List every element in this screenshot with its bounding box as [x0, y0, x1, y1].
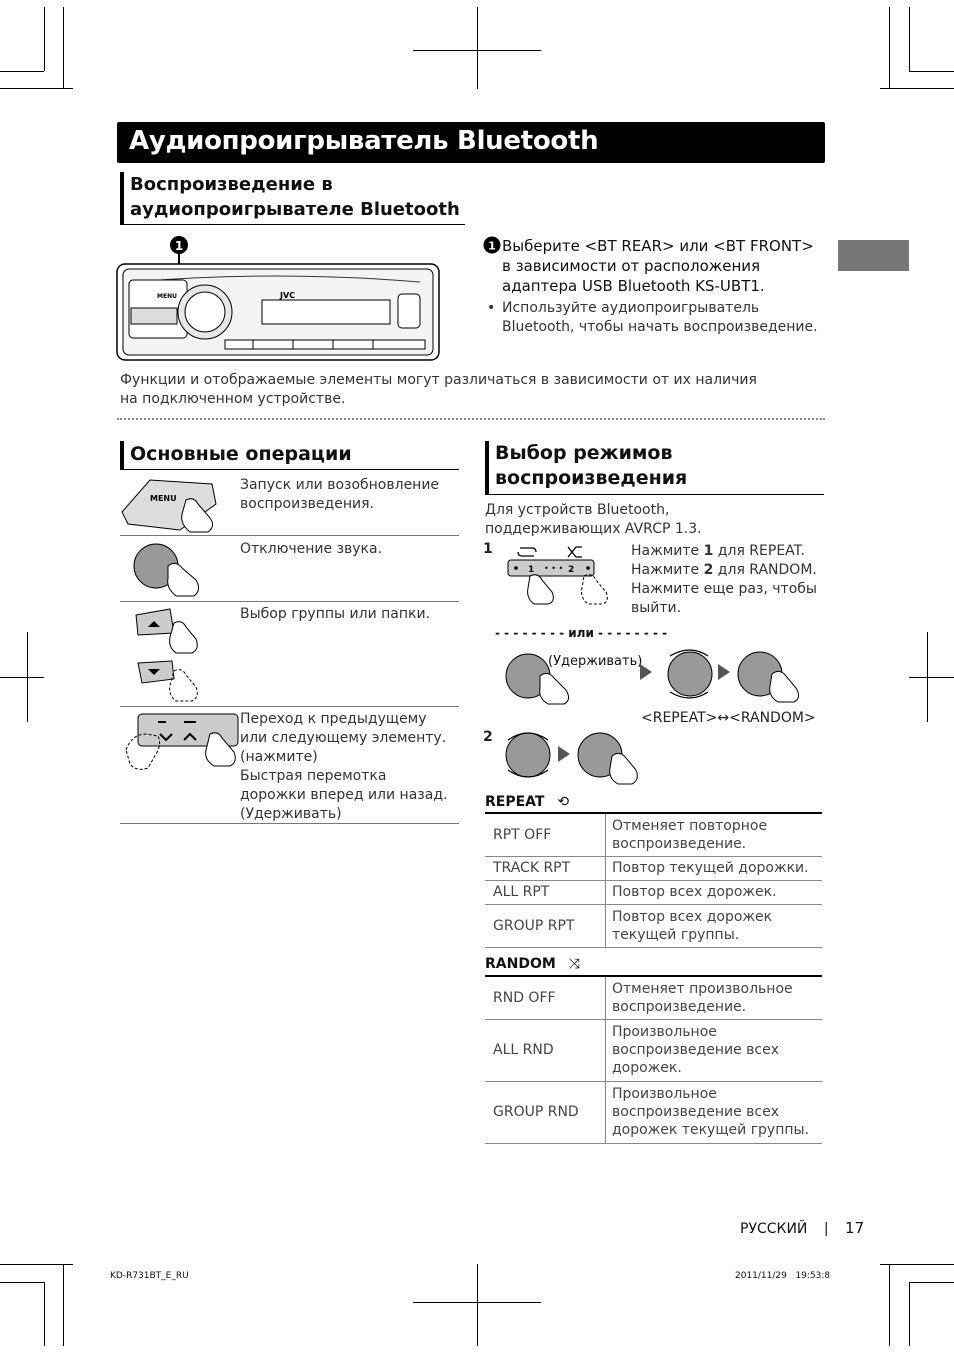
repeat-icon: ⟲	[557, 794, 570, 810]
crop-mark	[477, 7, 478, 89]
random-table	[485, 975, 822, 1144]
step2-label: 2	[483, 729, 493, 745]
table-row: RPT OFF Отменяет повторное воспроизведение.	[485, 813, 822, 856]
car-stereo-illustration	[115, 232, 445, 364]
row-divider	[120, 823, 459, 824]
cycle-label: <REPEAT>↔<RANDOM>	[641, 710, 816, 726]
crop-mark	[909, 7, 910, 71]
crop-mark	[477, 1264, 478, 1346]
table-row: ALL RND Произвольное воспроизведение всех дорожек.	[485, 1019, 822, 1081]
step1-bullet: • Используйте аудиопроигрыватель Bluetooth, чтобы начать воспроизведение.	[487, 300, 818, 335]
svg-text:1: 1	[528, 565, 535, 575]
mute-knob-illustration	[130, 540, 230, 600]
crop-mark	[889, 1264, 890, 1346]
callout-number: 1	[174, 239, 184, 253]
svg-text:2: 2	[568, 565, 575, 575]
repeat-table	[485, 812, 822, 948]
table-row: ALL RPT Повтор всех дорожек.	[485, 880, 822, 904]
playback-note: Функции и отображаемые элементы могут различаться в зависимости от их наличия на подключенном устройстве.	[120, 372, 757, 407]
step1-instructions: Нажмите 1 для REPEAT. Нажмите 2 для RANDOM. Нажмите еще раз, чтобы выйти.	[631, 543, 817, 616]
footer-language: РУССКИЙ	[740, 1221, 808, 1237]
page-title-bar	[117, 122, 825, 163]
svg-text:• • •: • • •	[544, 564, 564, 573]
crop-mark	[909, 71, 954, 72]
crop-mark	[0, 71, 44, 72]
page-title: Аудиопроигрыватель Bluetooth	[129, 126, 599, 156]
section-heading-basic: Основные операции	[120, 441, 459, 470]
table-row: TRACK RPT Повтор текущей дорожки.	[485, 856, 822, 880]
section-divider	[117, 418, 825, 420]
hold-knob-sequence	[500, 648, 810, 708]
repeat-random-buttons-illustration	[506, 540, 616, 606]
page-footer	[740, 1219, 864, 1237]
basic-row-text: Переход к предыдущему или следующему элементу. (нажмите) Быстрая перемотка дорожки вперед или назад. (Удерживать)	[240, 711, 448, 822]
crop-mark	[44, 7, 45, 71]
crop-mark	[63, 1264, 64, 1346]
doc-timestamp: 2011/11/29 19:53:8	[735, 1271, 831, 1281]
row-divider	[120, 601, 459, 602]
svg-text:1: 1	[488, 239, 496, 253]
section-heading-playback: Воспроизведение в аудиопроигрывателе Bluetooth	[120, 172, 465, 225]
section-heading-modes: Выбор режимов воспроизведения	[485, 441, 824, 495]
crop-mark	[909, 677, 954, 678]
footer-separator: |	[823, 1221, 829, 1237]
svg-text:MENU: MENU	[150, 494, 177, 503]
random-heading: RANDOM ⤨	[485, 956, 580, 972]
crop-mark	[0, 677, 44, 678]
folder-buttons-illustration	[130, 605, 220, 705]
shuffle-icon	[568, 547, 582, 557]
or-separator: - - - - - - - - или - - - - - - - -	[495, 626, 668, 640]
repeat-heading: REPEAT ⟲	[485, 794, 570, 810]
step-number-icon	[483, 236, 501, 254]
crop-mark	[44, 1282, 45, 1346]
svg-text:MENU: MENU	[157, 293, 177, 300]
table-row: RND OFF Отменяет произвольное воспроизведение.	[485, 976, 822, 1019]
crop-mark	[880, 1264, 954, 1265]
step1-text: Выберите <BT REAR> или <BT FRONT> в зависимости от расположения адаптера USB Bluetooth KS-UBT1.	[502, 237, 814, 295]
page-number: 17	[845, 1219, 865, 1237]
doc-code: KD-R731BT_E_RU	[110, 1271, 189, 1281]
table-row: GROUP RPT Повтор всех дорожек текущей группы.	[485, 904, 822, 947]
crop-mark	[909, 1282, 954, 1283]
basic-row-text: Выбор группы или папки.	[240, 606, 431, 622]
crop-mark	[27, 632, 28, 722]
crop-mark	[909, 1282, 910, 1346]
language-tab-marker	[838, 240, 909, 271]
modes-intro: Для устройств Bluetooth, поддерживающих AVRCP 1.3.	[485, 502, 702, 537]
menu-button-illustration	[120, 474, 230, 534]
svg-text:JVC: JVC	[280, 291, 296, 300]
row-divider	[120, 706, 459, 707]
row-divider	[120, 535, 459, 536]
crop-mark	[927, 632, 928, 722]
crop-mark	[63, 7, 64, 89]
step1-label: 1	[483, 541, 493, 557]
crop-mark	[889, 7, 890, 89]
basic-row-text: Запуск или возобновление воспроизведения.	[240, 477, 440, 512]
shuffle-icon: ⤨	[568, 956, 580, 972]
crop-mark	[880, 88, 954, 89]
repeat-icon	[518, 548, 536, 556]
hold-label: (Удерживать)	[548, 654, 643, 669]
crop-mark	[0, 1282, 44, 1283]
knob-turn-sequence	[500, 728, 650, 788]
basic-row-text: Отключение звука.	[240, 541, 383, 557]
table-row: GROUP RND Произвольное воспроизведение всех дорожек текущей группы.	[485, 1081, 822, 1143]
skip-buttons-illustration	[122, 710, 240, 780]
